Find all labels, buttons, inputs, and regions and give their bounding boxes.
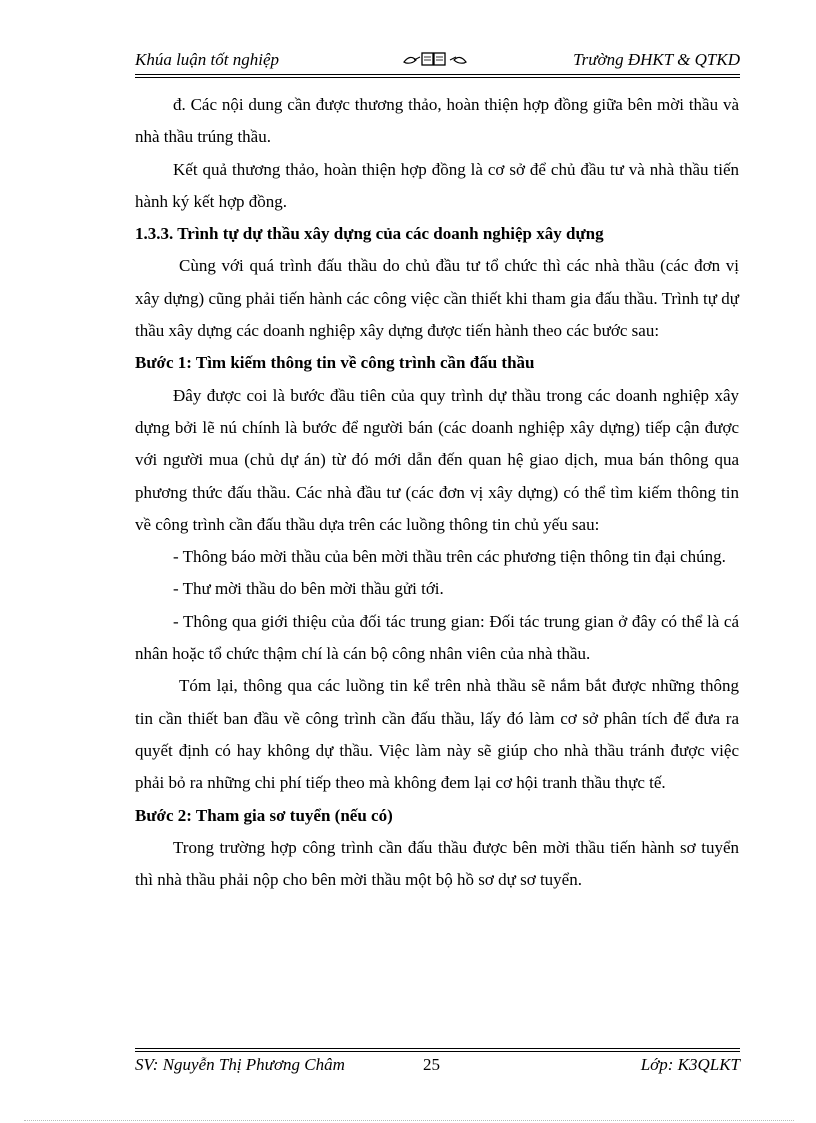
footer-student-name: SV: Nguyễn Thị Phương Châm bbox=[135, 1055, 345, 1074]
paragraph: Kết quả thương thảo, hoàn thiện hợp đồng là cơ sở để chủ đầu tư và nhà thầu tiến hành ký kết hợp đồng. bbox=[135, 159, 739, 211]
book-ornament-icon bbox=[400, 48, 470, 70]
step-heading: Bước 2: Tham gia sơ tuyển (nếu có) bbox=[135, 805, 393, 825]
footer-divider-thin bbox=[135, 1048, 740, 1049]
body-content bbox=[135, 89, 739, 896]
page-number: 25 bbox=[423, 1055, 440, 1074]
header-right-text: Trường ĐHKT & QTKD bbox=[573, 50, 740, 69]
page-edge bbox=[24, 1120, 794, 1121]
list-item: - Thông báo mời thầu của bên mời thầu trên các phương tiện thông tin đại chúng. bbox=[173, 547, 726, 567]
step-heading: Bước 1: Tìm kiếm thông tin về công trình cần đấu thầu bbox=[135, 353, 535, 373]
paragraph: Trong trường hợp công trình cần đấu thầu được bên mời thầu tiến hành sơ tuyển thì nhà thầu phải nộp cho bên mời thầu một bộ hồ sơ dự sơ tuyển. bbox=[135, 837, 739, 890]
footer-class: Lớp: K3QLKT bbox=[640, 1055, 740, 1074]
paragraph: Đây được coi là bước đầu tiên của quy trình dự thầu trong các doanh nghiệp xây dựng bởi lẽ nú chính là bước để người bán (các doanh nghiệp xây dựng) tiếp cận được với người mua (chủ dự án) từ đó mới dẫn đến quan hệ giao dịch, mua bán thông qua phương thức đấu thầu. Các nhà đầu tư (các đơn vị xây dựng) có thể tìm kiếm thông tin về công trình cần đấu thầu dựa trên các luồng thông tin chủ yếu sau: bbox=[135, 385, 739, 534]
list-item: - Thông qua giới thiệu của đối tác trung gian: Đối tác trung gian ở đây có thể là cá nhân hoặc tổ chức thậm chí là cán bộ công nhân viên của nhà thầu. bbox=[135, 611, 739, 664]
footer-divider bbox=[135, 1051, 740, 1052]
page-header bbox=[135, 48, 740, 74]
section-heading: 1.3.3. Trình tự dự thầu xây dựng của các doanh nghiệp xây dựng bbox=[135, 224, 604, 244]
paragraph: Cùng với quá trình đấu thầu do chủ đầu tư tổ chức thì các nhà thầu (các đơn vị xây dựng) cũng phải tiến hành các công việc cần thiết khi tham gia đấu thầu. Trình tự dự thầu xây dựng các doanh nghiệp xây dựng được tiến hành theo các bước sau: bbox=[135, 256, 739, 341]
header-left-text: Khúa luận tốt nghiệp bbox=[135, 50, 280, 69]
page-footer bbox=[135, 1055, 740, 1079]
paragraph: Tóm lại, thông qua các luồng tin kể trên nhà thầu sẽ nắm bắt được những thông tin cần thiết ban đầu về công trình cần đấu thầu, lấy đó làm cơ sở phân tích để đưa ra quyết định có hay không dự thầu. Việc làm này sẽ giúp cho nhà thầu tránh được việc phải bỏ ra những chi phí tiếp theo mà không đem lại cơ hội tranh thầu thực tế. bbox=[135, 676, 739, 793]
header-divider bbox=[135, 74, 740, 75]
list-item: - Thư mời thầu do bên mời thầu gửi tới. bbox=[173, 579, 444, 599]
paragraph: đ. Các nội dung cần được thương thảo, hoàn thiện hợp đồng giữa bên mời thầu và nhà thầu trúng thầu. bbox=[135, 95, 739, 147]
header-divider-thin bbox=[135, 77, 740, 78]
